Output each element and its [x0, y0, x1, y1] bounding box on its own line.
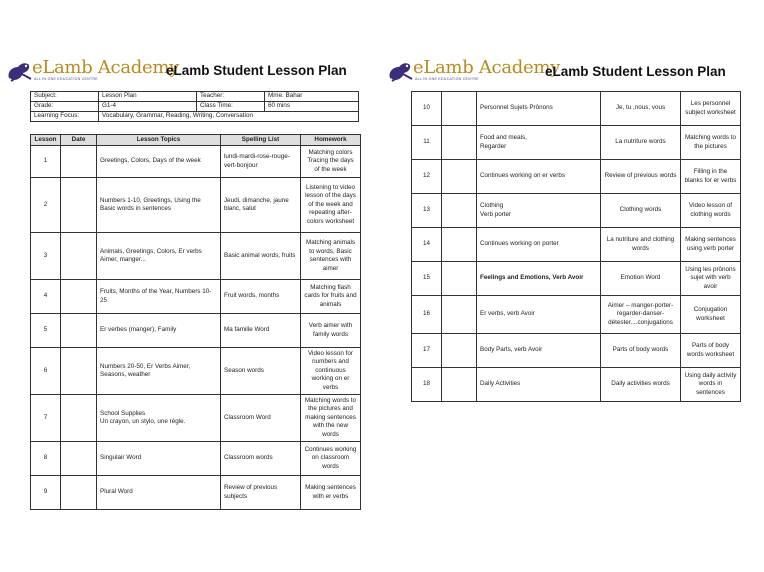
lesson-number-cell: 4 [31, 280, 61, 314]
table-row [412, 92, 741, 126]
lesson-table-page-2 [411, 91, 741, 402]
homework-cell: Making sentences using verb porter [681, 228, 741, 262]
logo-tagline: ALL IN ONE EDUCATION CENTRE [34, 77, 98, 81]
homework-cell: Filling in the blanks for er verbs [681, 160, 741, 194]
learning-focus-label: Learning Focus: [31, 112, 99, 122]
date-cell [61, 280, 97, 314]
table-row [412, 334, 741, 368]
page-header [6, 56, 376, 86]
table-row [412, 262, 741, 296]
date-cell [61, 442, 97, 476]
table-row [31, 233, 361, 280]
homework-cell: Continues working on classroom words [301, 442, 361, 476]
homework-cell: Matching colors Tracing the days of the week [301, 146, 361, 178]
elamb-logo [387, 56, 560, 86]
lesson-plan-page-2 [382, 0, 764, 572]
table-row [31, 442, 361, 476]
date-cell [61, 395, 97, 442]
spelling-list-cell: Aimer – manger-porter-regarder-danser-détester....conjugations [601, 296, 681, 334]
lesson-topics-cell: Continues working on er verbs [477, 160, 601, 194]
date-cell [442, 228, 477, 262]
table-row [31, 146, 361, 178]
date-cell [442, 334, 477, 368]
spelling-list-cell: Basic animal words, fruits [221, 233, 301, 280]
info-table [30, 91, 359, 122]
spelling-list-cell: Season words [221, 348, 301, 395]
spelling-list-cell: Review of previous words [601, 160, 681, 194]
homework-cell: Matching words to the pictures and making sentences with the new words [301, 395, 361, 442]
lesson-number-cell: 6 [31, 348, 61, 395]
lesson-number-cell: 9 [31, 476, 61, 510]
grade-label: Grade: [31, 102, 99, 112]
date-cell [61, 476, 97, 510]
lesson-number-cell: 16 [412, 296, 442, 334]
logo-name: eLamb Academy [32, 57, 179, 78]
homework-cell: Les personnel subject worksheet [681, 92, 741, 126]
spelling-list-cell: La nutriture and clothing words [601, 228, 681, 262]
lesson-topics-cell: Er verbs, verb Avoir [477, 296, 601, 334]
teacher-label: Teacher: [197, 92, 265, 102]
date-cell [442, 126, 477, 160]
date-cell [442, 92, 477, 126]
date-cell [61, 348, 97, 395]
lesson-number-cell: 3 [31, 233, 61, 280]
homework-cell: Using daily activity words in sentences [681, 368, 741, 402]
spelling-list-cell: Jeudi, dimanche, jaune blanc, salut [221, 178, 301, 233]
lesson-topics-cell: School Supplies Un crayon, un stylo, une règle. [97, 395, 221, 442]
homework-cell: Verb aimer with family words [301, 314, 361, 348]
table-row [31, 314, 361, 348]
homework-cell: Making sentences with er verbs [301, 476, 361, 510]
homework-cell: Conjugation worksheet [681, 296, 741, 334]
lesson-number-cell: 8 [31, 442, 61, 476]
elamb-logo [6, 56, 179, 86]
subject-label: Subject: [31, 92, 99, 102]
table-header-row [31, 135, 361, 146]
spelling-list-cell: Review of previous subjects [221, 476, 301, 510]
date-cell [442, 262, 477, 296]
table-row [31, 348, 361, 395]
homework-cell: Listening to video lesson of the days of the week and repeating after-colors worksheet [301, 178, 361, 233]
table-row [412, 228, 741, 262]
spelling-list-cell: La nutriture words [601, 126, 681, 160]
spelling-list-cell: Emotion Word [601, 262, 681, 296]
col-header-date: Date [61, 135, 97, 146]
lesson-number-cell: 17 [412, 334, 442, 368]
lesson-topics-cell: Food and meals, Regarder [477, 126, 601, 160]
table-row [412, 368, 741, 402]
col-header-homework: Homework [301, 135, 361, 146]
spelling-list-cell: Ma famille Word [221, 314, 301, 348]
date-cell [442, 368, 477, 402]
lesson-topics-cell: Animals, Greetings, Colors, Er verbs Aimer, manger... [97, 233, 221, 280]
table-row [31, 178, 361, 233]
date-cell [442, 194, 477, 228]
lesson-number-cell: 1 [31, 146, 61, 178]
lesson-topics-cell: Feelings and Emotions, Verb Avoir [477, 262, 601, 296]
homework-cell: Video lesson of clothing words [681, 194, 741, 228]
lesson-number-cell: 15 [412, 262, 442, 296]
lesson-topics-cell: Daily Activities [477, 368, 601, 402]
lesson-number-cell: 10 [412, 92, 442, 126]
lesson-number-cell: 11 [412, 126, 442, 160]
spelling-list-cell: Daily activities words [601, 368, 681, 402]
homework-cell: Matching animals to words, Basic sentences with aimer [301, 233, 361, 280]
lesson-number-cell: 14 [412, 228, 442, 262]
lesson-number-cell: 13 [412, 194, 442, 228]
lesson-number-cell: 12 [412, 160, 442, 194]
spelling-list-cell: Parts of body words [601, 334, 681, 368]
lesson-number-cell: 7 [31, 395, 61, 442]
homework-cell: Video lesson for numbers and continuous working on er verbs [301, 348, 361, 395]
lesson-number-cell: 5 [31, 314, 61, 348]
table-row [31, 280, 361, 314]
date-cell [442, 160, 477, 194]
date-cell [61, 146, 97, 178]
grade-value: G1-4 [99, 102, 197, 112]
lesson-number-cell: 18 [412, 368, 442, 402]
col-header-topics: Lesson Topics [97, 135, 221, 146]
date-cell [61, 314, 97, 348]
homework-cell: Parts of body words worksheet [681, 334, 741, 368]
homework-cell: Using les prônons sujet with verb avoir [681, 262, 741, 296]
col-header-lesson: Lesson [31, 135, 61, 146]
date-cell [442, 296, 477, 334]
table-row [412, 296, 741, 334]
spelling-list-cell: Fruit words, months [221, 280, 301, 314]
spelling-list-cell: lundi-mardi-rose-rouge-vert-bonjour [221, 146, 301, 178]
table-row [412, 160, 741, 194]
lesson-topics-cell: Singulair Word [97, 442, 221, 476]
logo-name: eLamb Academy [413, 57, 560, 78]
class-time-value: 60 mins [265, 102, 359, 112]
lesson-topics-cell: Continues working on porter [477, 228, 601, 262]
date-cell [61, 233, 97, 280]
table-row [31, 476, 361, 510]
lesson-topics-cell: Plural Word [97, 476, 221, 510]
spelling-list-cell: Classroom words [221, 442, 301, 476]
table-row [412, 194, 741, 228]
class-time-label: Class Time: [197, 102, 265, 112]
lesson-topics-cell: Numbers 20-50, Er Verbs Aimer, Seasons, weather [97, 348, 221, 395]
homework-cell: Matching words to the pictures [681, 126, 741, 160]
homework-cell: Matching flash cards for fruits and animals [301, 280, 361, 314]
lesson-topics-cell: Er verbes (manger), Family [97, 314, 221, 348]
lesson-number-cell: 2 [31, 178, 61, 233]
lesson-topics-cell: Personnel Sujets Prônons [477, 92, 601, 126]
spelling-list-cell: Classroom Word [221, 395, 301, 442]
page-title: eLamb Student Lesson Plan [166, 63, 347, 78]
learning-focus-value: Vocabulary, Grammar, Reading, Writing, Conversation [99, 112, 359, 122]
date-cell [61, 178, 97, 233]
table-row [31, 395, 361, 442]
logo-tagline: ALL IN ONE EDUCATION CENTRE [415, 77, 479, 81]
spelling-list-cell: Je, tu ,nous, vous [601, 92, 681, 126]
page-title: eLamb Student Lesson Plan [545, 64, 726, 79]
page-header [387, 56, 757, 86]
lesson-table-page-1 [30, 134, 361, 510]
lesson-topics-cell: Greetings, Colors, Days of the week [97, 146, 221, 178]
spelling-list-cell: Clothing words [601, 194, 681, 228]
subject-value: Lesson Plan [99, 92, 197, 102]
lesson-topics-cell: Clothing Verb porter [477, 194, 601, 228]
lesson-topics-cell: Fruits, Months of the Year, Numbers 10-25 [97, 280, 221, 314]
table-row [412, 126, 741, 160]
col-header-spelling: Spelling List [221, 135, 301, 146]
lesson-topics-cell: Numbers 1-10, Greetings, Using the Basic words in sentences [97, 178, 221, 233]
lesson-topics-cell: Body Parts, verb Avoir [477, 334, 601, 368]
teacher-value: Mme. Bahar [265, 92, 359, 102]
